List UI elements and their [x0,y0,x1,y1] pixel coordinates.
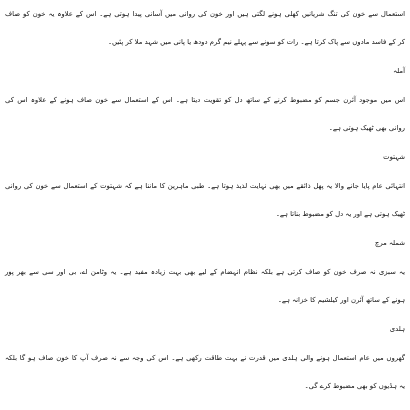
heading-shimla-mirch: شملہ مرچ [374,239,405,247]
paragraph-line: انتہائی عام پایا جانے والا یہ پھل ذائقے میں بھی نہایت لذیذ ہوتا ہے۔ طبی ماہرین کا ماننا ہے کہ شہتوت کے استعمال سے خون کی روانی [5,182,405,190]
paragraph-line: روانی بھی ٹھیک ہوتی ہے۔ [328,124,405,132]
paragraph-line: ٹھیک ہوتی ہے اور یہ دل کو مضبوط بناتا ہے۔ [275,210,405,218]
heading-shahtoot: شہتوت [383,153,405,161]
paragraph-line: کر کے فاسد مادوں سے پاک کرتا ہے۔ رات کو سونے سے پہلے نیم گرم دودھ یا پانی میں شہد ملا کر پئیں۔ [107,38,405,46]
section-shimla-mirch [5,228,405,314]
article-body [5,0,405,400]
paragraph-line: استعمال سے خون کی تنگ شریانیں کھلی ہونے لگتی ہیں اور خون کی روانی میں آسانی پیدا ہوتی ہے۔ اس کے علاوہ یہ خون کو صاف [5,10,405,18]
section-shahtoot [5,142,405,228]
heading-amla: آملہ [393,67,405,75]
paragraph-line: ہونے کے ساتھ آئرن اور کیلشیم کا خزانہ ہے۔ [277,296,405,304]
paragraph-line: یہ ہڈیوں کو بھی مضبوط کرے گی۔ [304,382,405,390]
heading-haldi: ہلدی [389,325,405,333]
intro-paragraph [5,0,405,56]
paragraph-line: یہ سبزی نہ صرف خون کو صاف کرتی ہے بلکہ نظام انہضام کے لیے بھی بہت زیادہ مفید ہے۔ یہ وٹامن اے، بی اور سی سے بھر پور [5,268,405,276]
section-haldi [5,314,405,400]
paragraph-line: اس میں موجود آئرن جسم کو مضبوط کرنے کے ساتھ دل کو تقویت دیتا ہے۔ اس کے استعمال سے خون صاف ہونے کے علاوہ اس کی [5,96,405,104]
paragraph-line: گھروں میں عام استعمال ہونے والی ہلدی میں قدرت نے بہت طاقت رکھی ہے۔ اس کی وجہ سے نہ صرف آپ کا خون صاف ہو گا بلکہ [5,354,405,362]
section-amla [5,56,405,142]
